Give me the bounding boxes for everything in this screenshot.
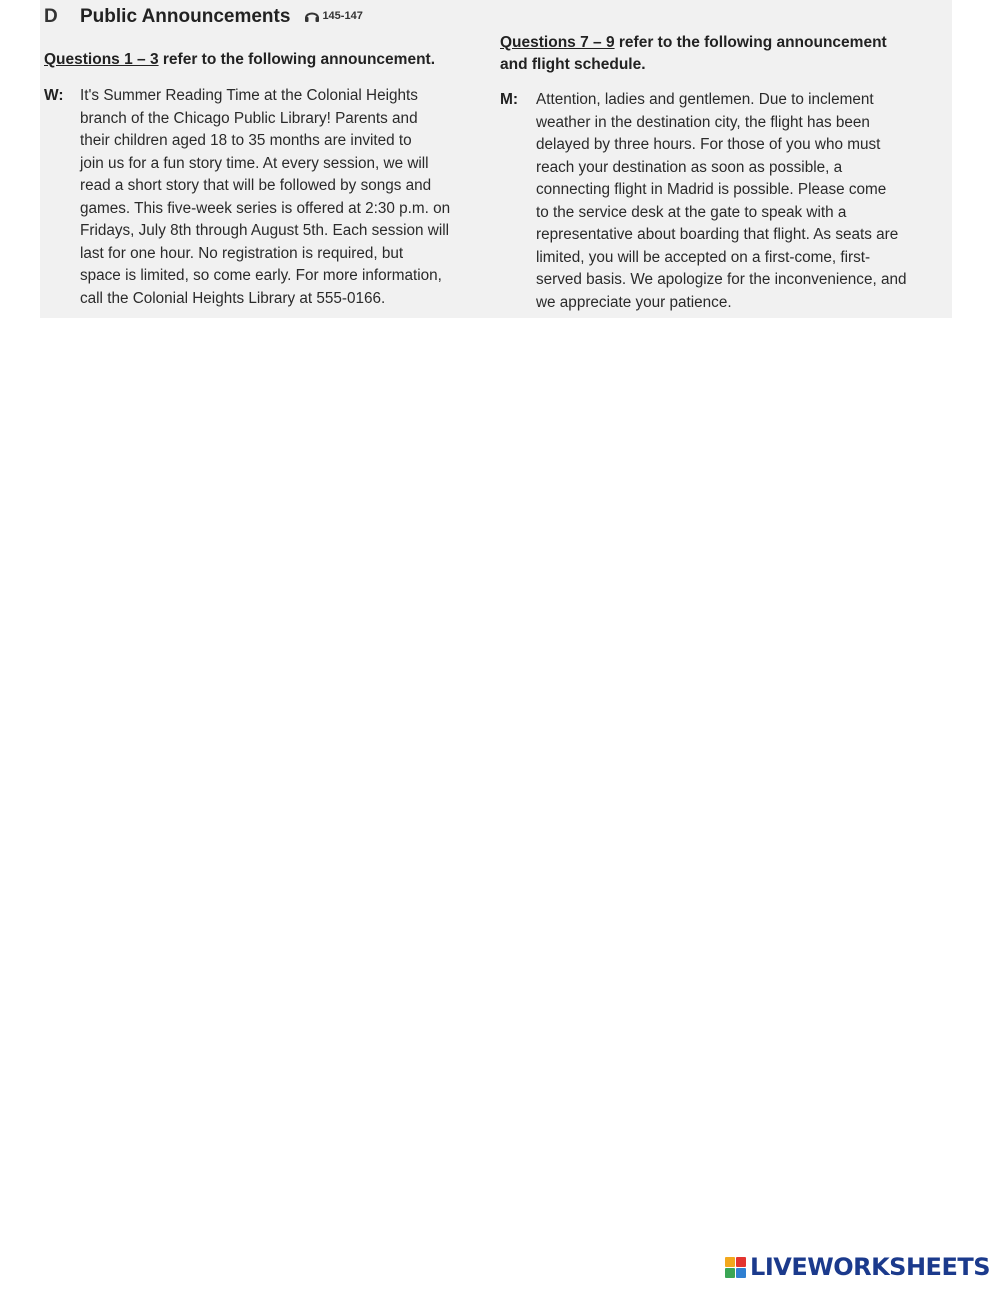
- transcript-line: join us for a fun story time. At every session, we will: [80, 154, 429, 172]
- question-heading-7-9: [500, 32, 887, 76]
- transcript-line: games. This five-week series is offered at 2:30 p.m. on: [80, 199, 451, 217]
- speaker-label: M:: [500, 91, 519, 108]
- question-range: Questions 7 – 9: [500, 34, 615, 51]
- speaker-label: W:: [44, 87, 64, 104]
- logo-icon: [725, 1257, 746, 1278]
- transcript-line: we appreciate your patience.: [536, 293, 732, 311]
- section-title: Public Announcements: [80, 6, 291, 27]
- logo-square: [725, 1268, 735, 1278]
- question-instruction-cont: and flight schedule.: [500, 56, 646, 73]
- transcript-line: connecting flight in Madrid is possible. Please come: [536, 181, 887, 198]
- transcript-line: Attention, ladies and gentlemen. Due to inclement: [536, 91, 874, 108]
- section-header: [44, 6, 363, 28]
- transcript-block-w: [44, 85, 450, 310]
- logo-square: [736, 1257, 746, 1267]
- logo-square: [725, 1257, 735, 1267]
- question-range: Questions 1 – 3: [44, 51, 159, 68]
- transcript-line: call the Colonial Heights Library at 555-0166.: [80, 289, 386, 307]
- transcript-line: weather in the destination city, the flight has been: [536, 113, 870, 131]
- transcript-line: last for one hour. No registration is required, but: [80, 244, 404, 262]
- transcript-line: delayed by three hours. For those of you who must: [536, 136, 881, 153]
- transcript-line: read a short story that will be followed by songs and: [80, 177, 432, 194]
- logo-text: LIVEWORKSHEETS: [750, 1253, 990, 1281]
- audio-track: [304, 9, 362, 22]
- logo-square: [736, 1268, 746, 1278]
- transcript-line: to the service desk at the gate to speak with a: [536, 203, 847, 221]
- transcript-line: served basis. We apologize for the inconvenience, and: [536, 271, 907, 288]
- transcript-line: representative about boarding that flight. As seats are: [536, 226, 899, 243]
- question-instruction: refer to the following announcement.: [158, 51, 436, 68]
- transcript-line: space is limited, so come early. For more information,: [80, 267, 442, 284]
- headphones-icon: [304, 9, 320, 22]
- question-instruction: refer to the following announcement: [614, 34, 887, 51]
- track-number: 145-147: [322, 9, 363, 22]
- transcript-line: limited, you will be accepted on a first-come, first-: [536, 248, 871, 266]
- transcript-block-m: [500, 89, 906, 314]
- section-letter: D: [44, 6, 58, 27]
- transcript-text: [536, 89, 906, 314]
- question-heading-1-3: [44, 49, 435, 71]
- liveworksheets-logo[interactable]: [725, 1253, 990, 1281]
- transcript-line: It's Summer Reading Time at the Colonial Heights: [80, 87, 418, 104]
- transcript-line: reach your destination as soon as possible, a: [536, 158, 843, 176]
- transcript-line: their children aged 18 to 35 months are invited to: [80, 132, 412, 149]
- transcript-line: branch of the Chicago Public Library! Parents and: [80, 109, 418, 127]
- transcript-line: Fridays, July 8th through August 5th. Each session will: [80, 222, 450, 239]
- transcript-text: [80, 85, 450, 310]
